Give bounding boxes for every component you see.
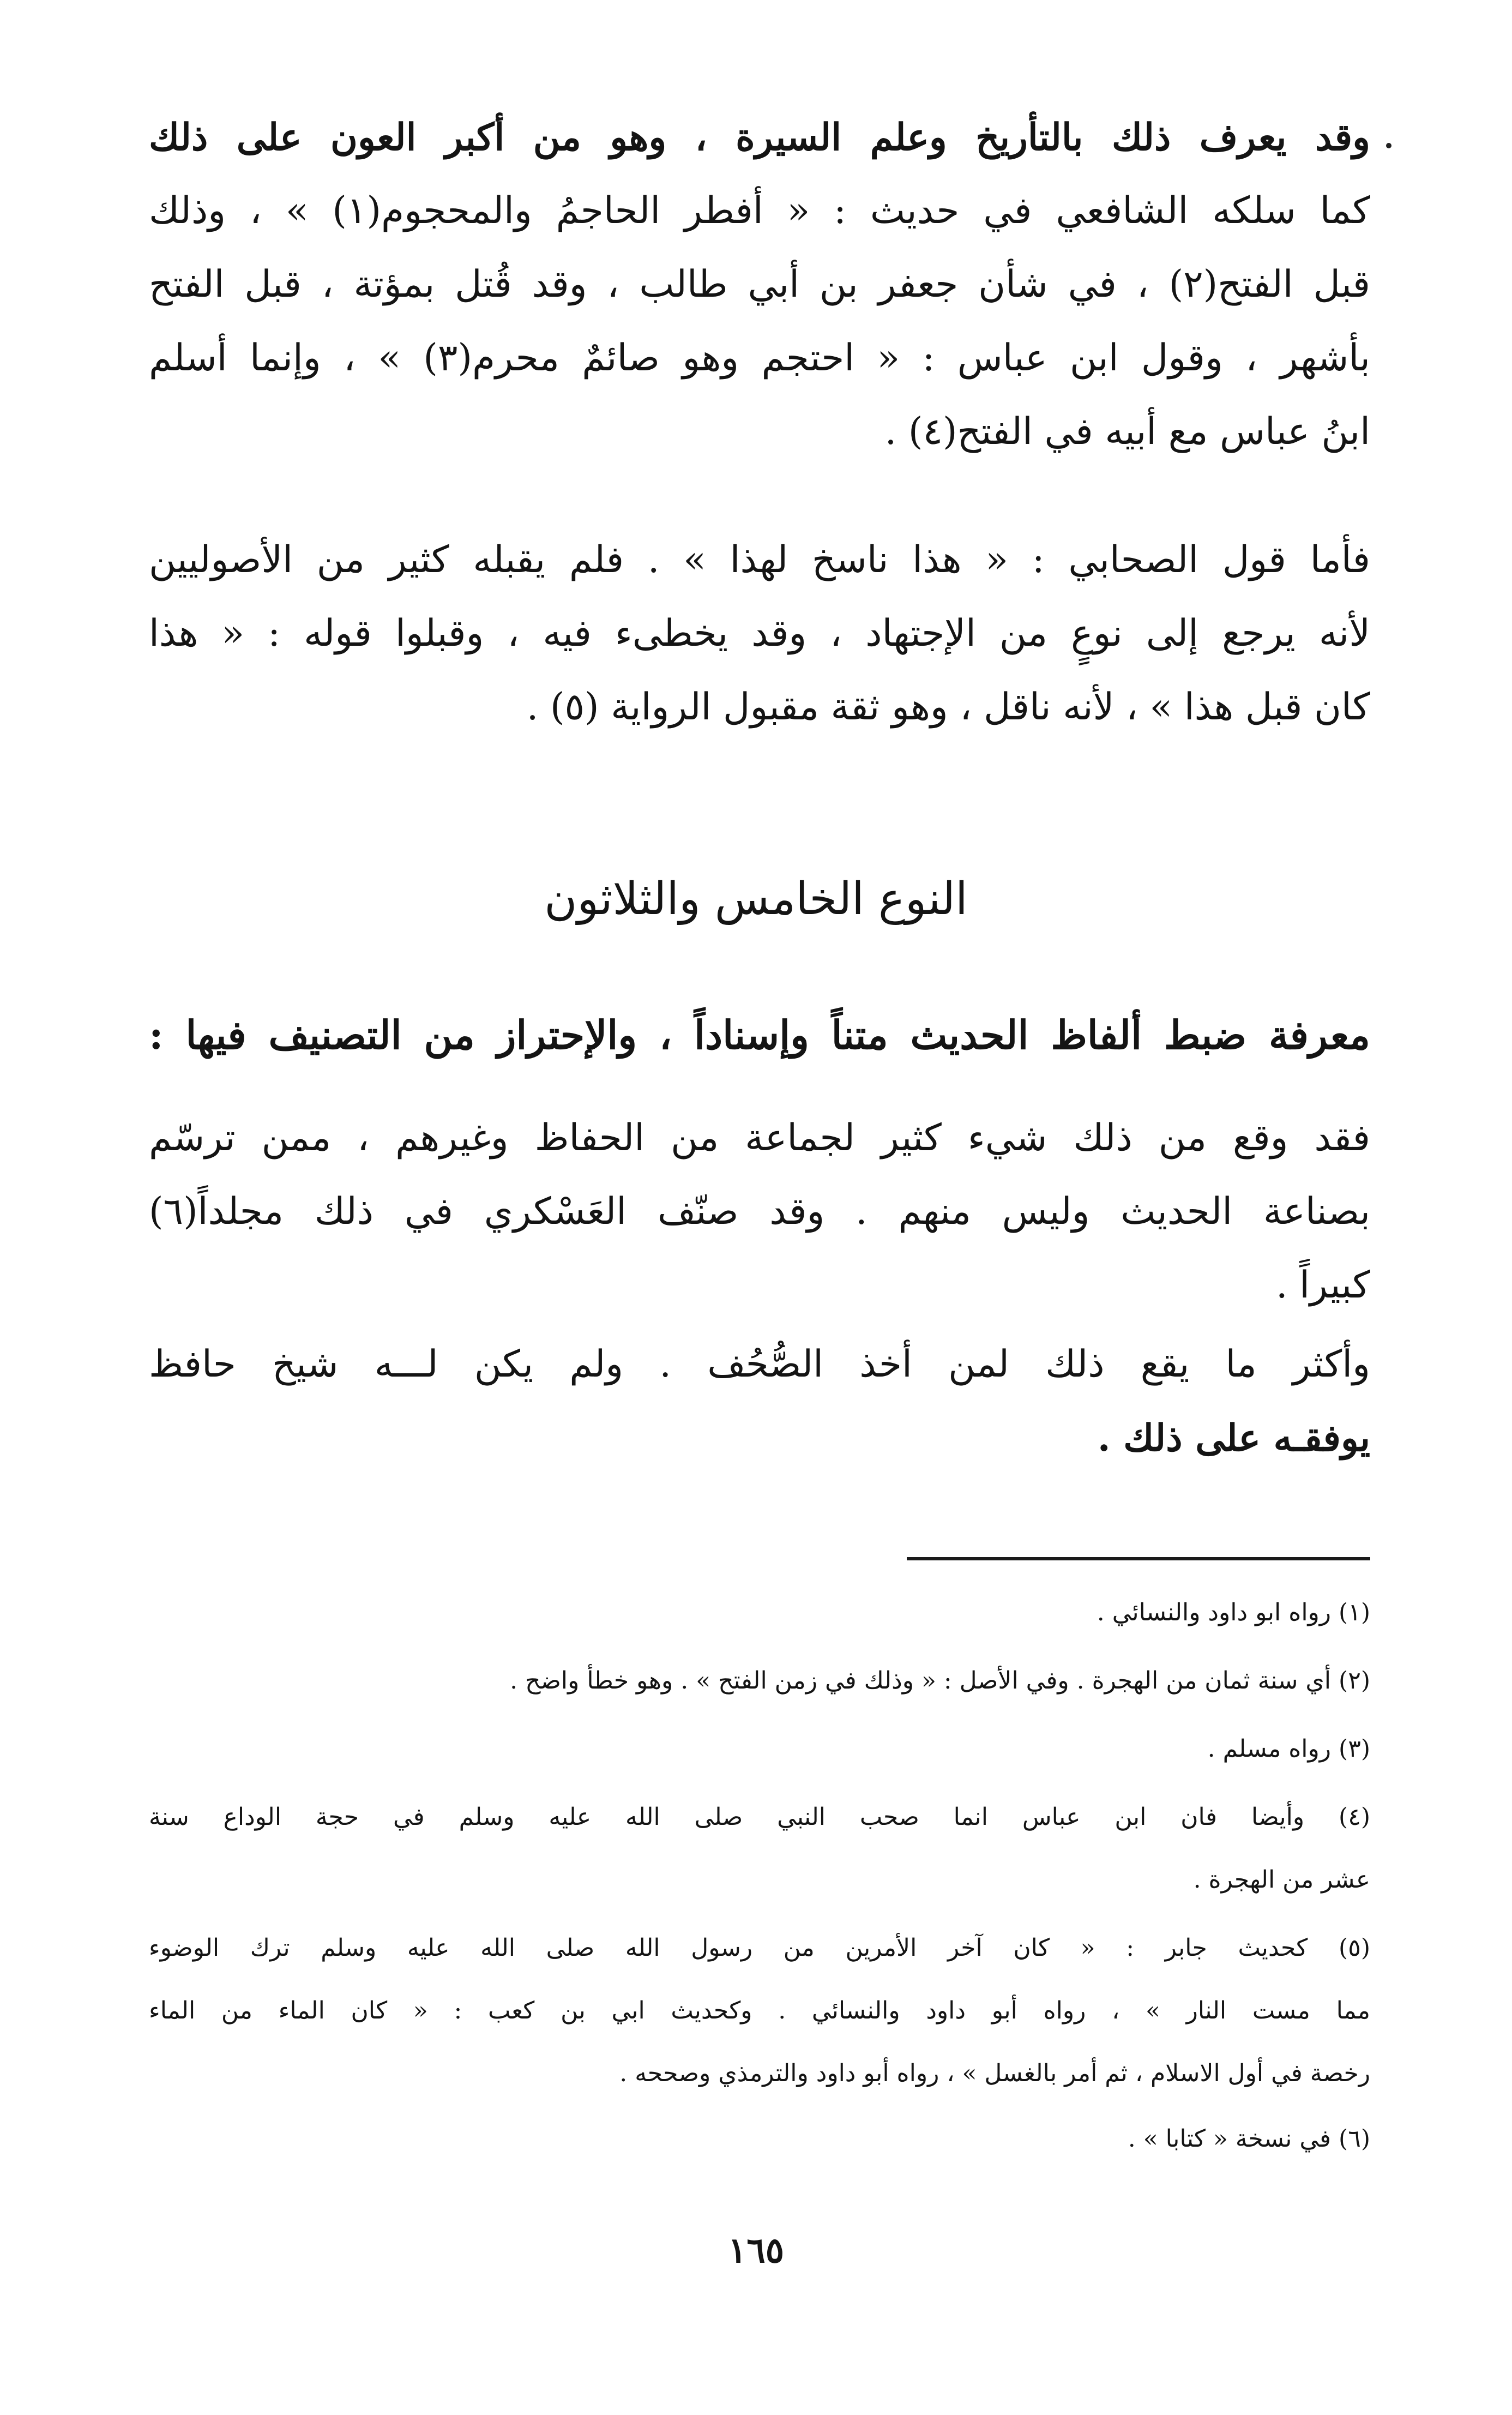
paragraph-1-line-5: ابنُ عباس مع أبيه في الفتح(٤) . bbox=[884, 410, 1370, 453]
paragraph-2-line-1: فأما قول الصحابي : « هذا ناسخ لهذا » . فلم يقبله كثير من الأصوليين bbox=[149, 538, 1370, 581]
paragraph-1-line-2: كما سلكه الشافعي في حديث : « أفطر الحاجمُ والمحجوم(١) » ، وذلك bbox=[149, 189, 1370, 232]
page-number: ١٦٥ bbox=[727, 2230, 785, 2271]
section-subtitle: معرفة ضبط ألفاظ الحديث متناً وإسناداً ، والإحتراز من التصنيف فيها : bbox=[149, 1012, 1370, 1058]
paragraph-1-line-3: قبل الفتح(٢) ، في شأن جعفر بن أبي طالب ، وقد قُتل بمؤتة ، قبل الفتح bbox=[149, 263, 1371, 306]
paragraph-3-line-1: فقد وقع من ذلك شيء كثير لجماعة من الحفاظ وغيرهم ، ممن ترسّم bbox=[149, 1116, 1370, 1160]
footnote-3: (٣) رواه مسلم . bbox=[1207, 1735, 1370, 1763]
footnote-2: (٢) أي سنة ثمان من الهجرة . وفي الأصل : « وذلك في زمن الفتح » . وهو خطأ واضح . bbox=[510, 1667, 1370, 1695]
footnote-separator bbox=[907, 1557, 1370, 1560]
section-title: النوع الخامس والثلاثون bbox=[544, 873, 968, 925]
footnote-5-line-3: رخصة في أول الاسلام ، ثم أمر بالغسل » ، رواه أبو داود والترمذي وصححه . bbox=[619, 2059, 1370, 2087]
paragraph-1-line-4: بأشهر ، وقول ابن عباس : « احتجم وهو صائمٌ محرم(٣) » ، وإنما أسلم bbox=[149, 337, 1370, 380]
footnote-5-line-1: (٥) كحديث جابر : « كان آخر الأمرين من رسول الله صلى الله عليه وسلم ترك الوضوء bbox=[149, 1934, 1370, 1962]
paragraph-2-line-3: كان قبل هذا » ، لأنه ناقل ، وهو ثقة مقبول الرواية (٥) . bbox=[526, 686, 1370, 729]
paragraph-4-line-2: يوفقـه على ذلك . bbox=[1097, 1416, 1370, 1460]
footnote-4-line-1: (٤) وأيضا فان ابن عباس انما صحب النبي صلى الله عليه وسلم في حجة الوداع سنة bbox=[149, 1803, 1370, 1831]
margin-mark bbox=[1386, 143, 1391, 148]
footnote-6: (٦) في نسخة « كتابا » . bbox=[1128, 2125, 1370, 2153]
paragraph-3-line-2: بصناعة الحديث وليس منهم . وقد صنّف العَسْكري في ذلك مجلداً(٦) bbox=[149, 1190, 1370, 1233]
footnote-5-line-2: مما مست النار » ، رواه أبو داود والنسائي . وكحديث ابي بن كعب : « كان الماء من الماء bbox=[149, 1997, 1370, 2024]
footnote-4-line-2: عشر من الهجرة . bbox=[1193, 1866, 1370, 1894]
paragraph-2-line-2: لأنه يرجع إلى نوعٍ من الإجتهاد ، وقد يخطىء فيه ، وقبلوا قوله : « هذا bbox=[149, 612, 1370, 655]
paragraph-1-line-1: وقد يعرف ذلك بالتأريخ وعلم السيرة ، وهو من أكبر العون على ذلك bbox=[149, 116, 1370, 159]
footnote-1: (١) رواه ابو داود والنسائي . bbox=[1097, 1599, 1370, 1626]
paragraph-3-line-3: كبيراً . bbox=[1275, 1264, 1370, 1307]
paragraph-4-line-1: وأكثر ما يقع ذلك لمن أخذ الصُّحُف . ولم يكن لـــه شيخ حافظ bbox=[149, 1343, 1370, 1386]
